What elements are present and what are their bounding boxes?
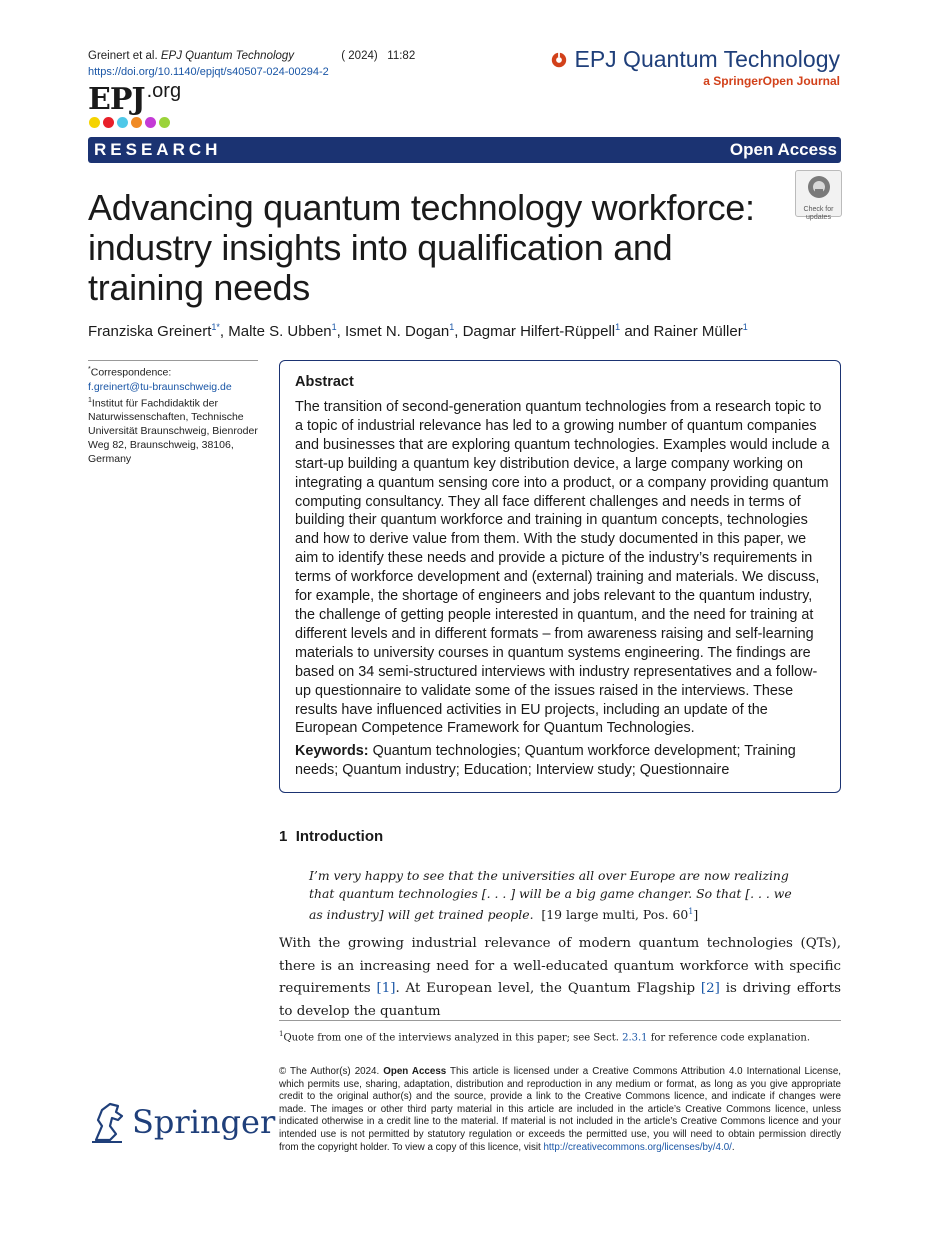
article-type-label: RESEARCH <box>94 140 222 159</box>
epj-logo-word: EPJ <box>88 82 145 117</box>
journal-brand-icon <box>550 51 568 69</box>
author-affiliation-marker[interactable]: 1 <box>742 322 748 332</box>
author-name[interactable]: Malte S. Ubben <box>228 323 332 340</box>
section-link[interactable]: 2.3.1 <box>622 1032 648 1044</box>
springer-wordmark: Springer <box>132 1103 276 1141</box>
keywords-label: Keywords: <box>295 743 369 759</box>
logo-dot <box>145 117 156 128</box>
author-name[interactable]: Franziska Greinert <box>88 323 212 340</box>
citation-link[interactable]: [1] <box>376 981 396 997</box>
license-notice: © The Author(s) 2024. Open Access This article is licensed under a Creative Commons Attribution 4.0 International License, which permits use, sharing, adaptation, distribution and reproduction in any medium or format, as long as you give appropriate credit to the original author(s) and the source, provide a link to the Creative Commons licence, and indicate if changes were made. The images or other third party material in this article are included in the article’s Creative Commons licence, unless indicated otherwise in a credit line to the material. If material is not included in the article’s Creative Commons licence and your intended use is not permitted by statutory regulation or exceeds the permitted use, you will need to obtain permission directly from the copyright holder. To view a copy of this licence, visit http://creativecommons.org/licenses/by/4.0/. <box>279 1066 841 1153</box>
logo-dot <box>131 117 142 128</box>
epj-logo-org: .org <box>146 80 182 102</box>
abstract-heading: Abstract <box>295 374 354 390</box>
article-title: Advancing quantum technology workforce: industry insights into qualification and training needs <box>88 187 755 308</box>
correspondence-sidebar: *Correspondence: f.greinert@tu-braunschweig.de $^1$Institut für Fachdidaktik der Naturwissenschaften, Technische Universität Braunschweig, Bienroder Weg 82, Braunschweig, 38106, Germany <box>88 360 258 466</box>
abstract-text: The transition of second-generation quantum technologies from a research topic to a topic of industrial relevance has led to a growing number of quantum companies and businesses that are exploring quantum technologies. Examples would include a start-up building a quantum key distribution device, a large company working on integrating a quantum sensing core into a product, or a company providing quantum computing consultancy. They all face different challenges and needs in terms of building their quantum workforce and training in quantum concepts, technologies and how to derive value from them. With the study documented in this paper, we aim to identify these needs and provide a picture of the industry’s requirements in terms of workforce development and (external) training and materials. We discuss, for example, the shortage of engineers and jobs relevant to the quantum industry, the challenge of getting people interested in quantum, and the need for training at different levels and in different formats – from awareness raising and self-learning materials to university courses in quantum systems engineering. The findings are based on 34 semi-structured interviews with industry representatives and a follow-up questionnaire to validate some of the issues raised in the interviews. These results have influenced activities in EU projects, including an update of the European Competence Framework for Quantum Technologies. <box>295 399 830 737</box>
authors-and: and <box>624 323 650 340</box>
correspondence-email[interactable]: f.greinert@tu-braunschweig.de <box>88 380 232 393</box>
citation-journal: EPJ Quantum Technology <box>160 50 295 62</box>
footnote-marker: 1 <box>279 1030 284 1038</box>
citation-authors: Greinert et al. <box>88 50 158 62</box>
journal-subtitle: a SpringerOpen Journal <box>703 74 840 88</box>
citation-line <box>88 50 415 62</box>
author-name[interactable]: Ismet N. Dogan <box>344 323 450 340</box>
quote-reference: [19 large multi, Pos. 60 <box>541 907 689 923</box>
author-affiliation-marker[interactable]: 1* <box>211 322 220 332</box>
author-list: Franziska Greinert$^{1*}$, Malte S. Ubben$^1$, Ismet N. Dogan$^1$, Dagmar Hilfert-Rüppell$^1$ and Rainer Müller$^1$ <box>88 322 748 340</box>
logo-dot <box>103 117 114 128</box>
keywords-list: Quantum technologies; Quantum workforce development; Training needs; Quantum industry; Education; Interview study; Questionnaire <box>295 743 796 778</box>
check-for-updates-button[interactable] <box>795 170 842 221</box>
check-updates-label: Check for updates <box>803 206 834 221</box>
author-affiliation-marker[interactable]: 1 <box>331 322 337 332</box>
springer-logo[interactable] <box>88 1100 275 1144</box>
author-name[interactable]: Rainer Müller <box>653 323 743 340</box>
quote-footnote-marker[interactable]: 1 <box>688 907 694 916</box>
author-affiliation-marker[interactable]: 1 <box>449 322 455 332</box>
doi-link[interactable]: https://doi.org/10.1140/epjqt/s40507-024-00294-2 <box>88 66 329 78</box>
footnote: $^1$Quote from one of the interviews analyzed in this paper; see Sect. 2.3.1 for reference code explanation. <box>279 1030 811 1044</box>
epigraph-quote: I’m very happy to see that the universities all over Europe are now realizing that quantum technologies [. . . ] will be a big game changer. So that [. . . we as industry] will get trained people. [19 large multi, Pos. $60^1$] <box>309 868 792 923</box>
journal-title: EPJ Quantum Technology <box>574 46 840 72</box>
section-heading <box>279 828 383 845</box>
check-updates-icon <box>806 174 832 200</box>
journal-brand[interactable] <box>550 46 840 88</box>
article-type-banner <box>88 137 841 163</box>
logo-dot <box>159 117 170 128</box>
logo-dot <box>117 117 128 128</box>
epj-logo[interactable] <box>88 82 181 117</box>
footnote-divider <box>279 1020 841 1021</box>
open-access-notice: Open Access <box>383 1066 447 1077</box>
section-number: 1 <box>279 828 288 845</box>
author-affiliation-marker[interactable]: 1 <box>615 322 621 332</box>
epj-logo-dots <box>89 117 170 128</box>
citation-link[interactable]: [2] <box>700 981 720 997</box>
abstract-box <box>279 360 841 793</box>
quote-text: I’m very happy to see that the universities all over Europe are now realizing that quantum technologies [. . . ] will be a big game changer. So that [. . . we as industry] will get trained people. <box>309 868 792 923</box>
springer-horse-icon <box>88 1100 126 1144</box>
correspondence-label: Correspondence: <box>90 366 172 379</box>
body-paragraph: With the growing industrial relevance of modern quantum technologies (QTs), there is an increasing need for a well-educated quantum workforce with specific requirements [1]. At European level, the Quantum Flagship [2] is driving efforts to develop the quantum <box>279 936 841 1019</box>
author-name[interactable]: Dagmar Hilfert-Rüppell <box>462 323 616 340</box>
citation-year-volume: ( 2024) 11:82 <box>341 50 416 62</box>
open-access-label: Open Access <box>729 140 837 159</box>
affiliation-text: Institut für Fachdidaktik der Naturwissenschaften, Technische Universität Braunschweig, Bienroder Weg 82, Braunschweig, 38106, Germany <box>88 397 258 465</box>
section-title: Introduction <box>295 828 384 845</box>
keywords <box>295 742 830 780</box>
logo-dot <box>89 117 100 128</box>
license-link[interactable]: http://creativecommons.org/licenses/by/4.0/ <box>543 1141 732 1153</box>
